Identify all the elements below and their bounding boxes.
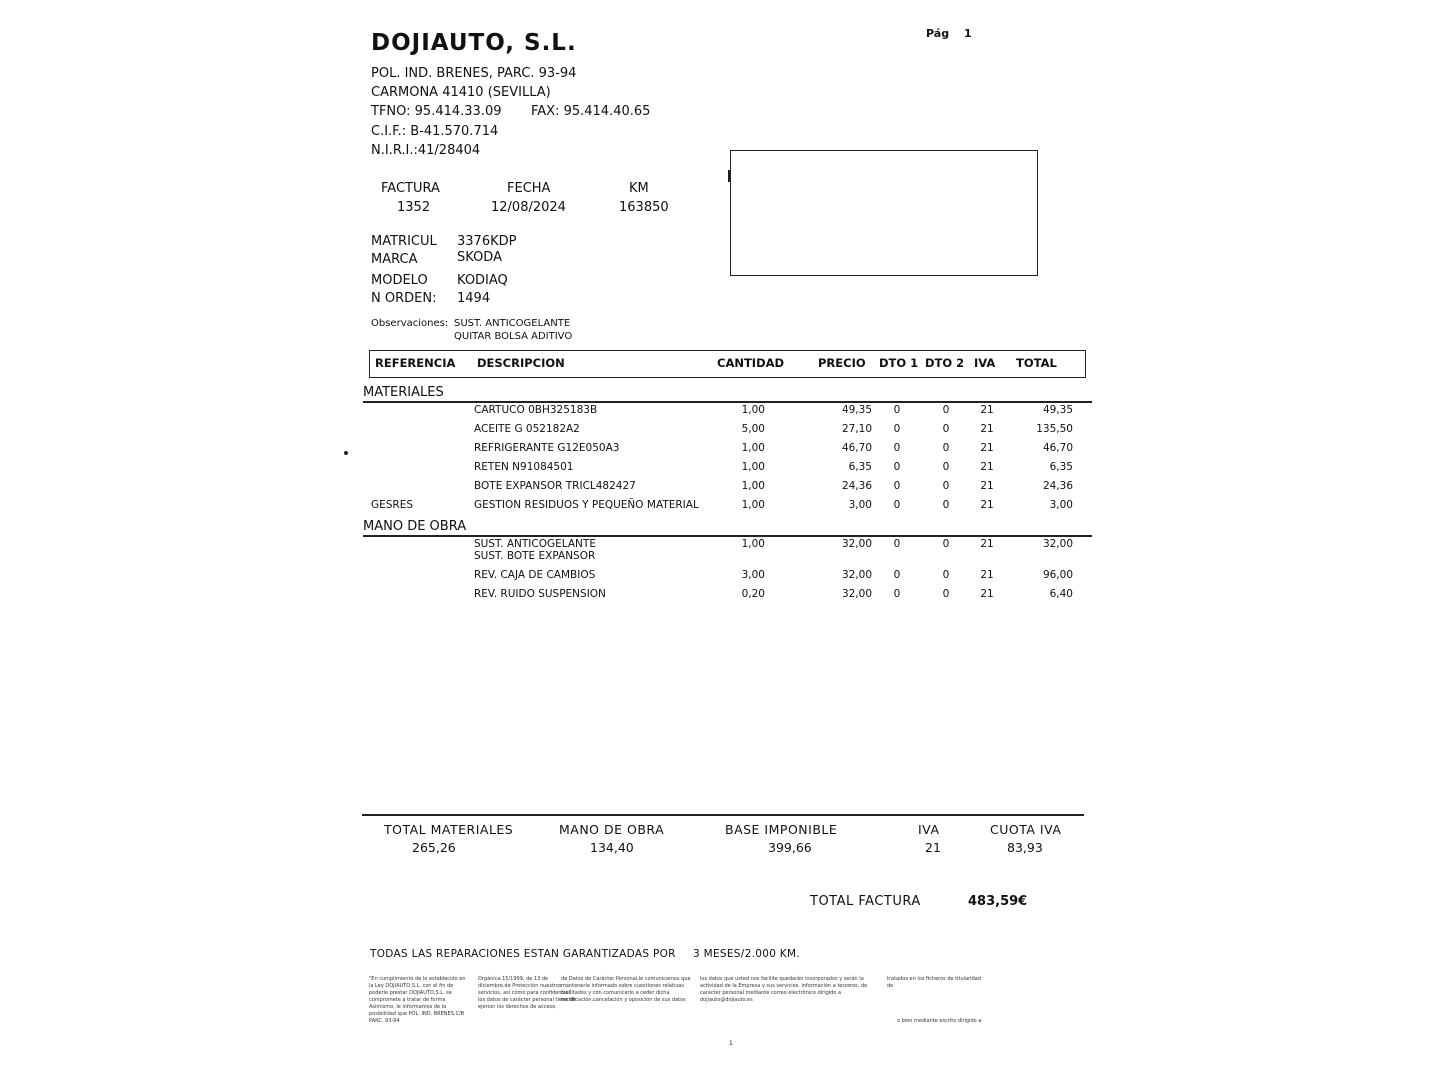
matricula-label: MATRICUL [371,234,437,249]
modelo-label: MODELO [371,273,428,288]
row-dto2: 0 [942,569,950,581]
observations-line: QUITAR BOLSA ADITIVO [454,331,573,342]
company-address-line1: POL. IND. BRENES, PARC. 93-94 [371,66,577,81]
row-descripcion: SUST. ANTICOGELANTE [474,538,596,550]
row-descripcion: REV. RUIDO SUSPENSION [474,588,606,600]
company-cif: C.I.F.: B-41.570.714 [371,124,499,139]
row-dto1: 0 [893,423,901,435]
base-imponible-value: 399,66 [768,840,812,855]
col-referencia: REFERENCIA [375,356,456,370]
row-iva: 21 [980,423,994,435]
client-address-box [730,150,1038,276]
col-descripcion: DESCRIPCION [477,356,565,370]
legal-text: "En cumplimiento de lo establecido en la Ley DOJIAUTO,S.L. con el fin de poderle prestar DOJIAUTO,S.L. se compromete a tratar de forma Asimismo, le informamos de la posibilidad que POL. IND. BRENES,C/B PARC. 93-94 [369,976,466,1024]
legal-text: de Datos de Carácter Personal,le comunicamos que mantenerle informado sobre cuestiones relativas facilitados y con comunicarlo a ceder dicha rectificación,cancelación y oposición de sus datos [561,976,691,1003]
row-iva: 21 [980,461,994,473]
col-dto2: DTO 2 [925,356,965,370]
scan-mark [344,451,348,455]
row-dto2: 0 [942,442,950,454]
row-iva: 21 [980,538,994,550]
col-dto1: DTO 1 [879,356,919,370]
row-dto1: 0 [893,442,901,454]
orden-label: N ORDEN: [371,291,437,306]
row-dto2: 0 [942,423,950,435]
company-phone: TFNO: 95.414.33.09 [371,104,502,119]
row-total: 6,35 [1049,461,1073,473]
row-precio: 46,70 [841,442,872,454]
summary-divider [362,814,1084,816]
mano-obra-value: 134,40 [590,840,634,855]
guarantee-text: TODAS LAS REPARACIONES ESTAN GARANTIZADAS POR [370,948,676,960]
factura-label: FACTURA [381,181,440,196]
row-dto1: 0 [893,588,901,600]
page-number: 1 [964,27,972,40]
row-cantidad: 1,00 [741,461,765,473]
fecha-label: FECHA [507,181,551,196]
row-descripcion: CARTUCO 0BH325183B [474,404,598,416]
col-iva: IVA [974,356,996,370]
base-imponible-label: BASE IMPONIBLE [725,822,838,837]
row-referencia: GESRES [371,499,414,511]
total-materiales-label: TOTAL MATERIALES [384,822,514,837]
row-dto1: 0 [893,404,901,416]
row-precio: 24,36 [841,480,872,492]
row-dto1: 0 [893,569,901,581]
row-dto2: 0 [942,480,950,492]
row-total: 32,00 [1042,538,1073,550]
row-precio: 32,00 [841,588,872,600]
company-fax: FAX: 95.414.40.65 [531,104,651,119]
matricula-value: 3376KDP [457,234,517,249]
row-total: 49,35 [1042,404,1073,416]
legal-text: tratados en los ficheros de titularidad de [887,976,981,989]
legal-text: los datos que usted nos facilite quedarán incorporados y serán la actividad de la Empresa y sus servicios. información a terceros. de carácter personal mediante correo electrónico dirigido a dojiauto@dojiauto.es [700,976,868,1003]
company-niri: N.I.R.I.:41/28404 [371,143,481,158]
row-cantidad: 1,00 [741,404,765,416]
section-divider [363,535,1092,537]
row-dto1: 0 [893,499,901,511]
row-cantidad: 1,00 [741,538,765,550]
row-dto2: 0 [942,404,950,416]
marca-value: SKODA [457,250,502,265]
modelo-value: KODIAQ [457,273,508,288]
fecha-value: 12/08/2024 [491,200,566,215]
guarantee-period: 3 MESES/2.000 KM. [693,948,800,960]
row-precio: 27,10 [841,423,872,435]
row-dto1: 0 [893,480,901,492]
row-dto1: 0 [893,538,901,550]
row-total: 96,00 [1042,569,1073,581]
company-address-line2: CARMONA 41410 (SEVILLA) [371,85,551,100]
row-cantidad: 5,00 [741,423,765,435]
company-name: DOJIAUTO, S.L. [371,30,577,56]
footer-mark: 1 [729,1040,733,1047]
row-descripcion: BOTE EXPANSOR TRICL482427 [474,480,636,492]
row-cantidad: 0,20 [741,588,765,600]
row-dto2: 0 [942,461,950,473]
row-descripcion: GESTION RESIDUOS Y PEQUEÑO MATERIAL [474,499,699,511]
row-descripcion: REV. CAJA DE CAMBIOS [474,569,596,581]
section-mano-obra: MANO DE OBRA [363,519,467,534]
row-cantidad: 1,00 [741,442,765,454]
row-iva: 21 [980,588,994,600]
orden-value: 1494 [457,291,491,306]
total-factura-label: TOTAL FACTURA [810,894,921,909]
marca-label: MARCA [371,252,418,267]
row-precio: 49,35 [841,404,872,416]
row-dto1: 0 [893,461,901,473]
col-cantidad: CANTIDAD [717,356,785,370]
row-iva: 21 [980,499,994,511]
row-total: 46,70 [1042,442,1073,454]
row-iva: 21 [980,404,994,416]
row-dto2: 0 [942,499,950,511]
row-total: 6,40 [1049,588,1073,600]
row-descripcion: RETEN N91084501 [474,461,574,473]
cuota-iva-value: 83,93 [1007,840,1043,855]
row-iva: 21 [980,442,994,454]
col-total: TOTAL [1016,356,1057,370]
section-materiales: MATERIALES [363,385,444,400]
row-precio: 32,00 [841,538,872,550]
row-descripcion-2: SUST. BOTE EXPANSOR [474,550,596,562]
iva-label: IVA [918,822,940,837]
km-value: 163850 [619,200,669,215]
legal-text: o bien mediante escrito dirigido a [897,1018,982,1024]
section-divider [363,401,1092,403]
row-descripcion: REFRIGERANTE G12E050A3 [474,442,620,454]
mano-obra-label: MANO DE OBRA [559,822,665,837]
row-total: 3,00 [1049,499,1073,511]
cuota-iva-label: CUOTA IVA [990,822,1062,837]
row-precio: 32,00 [841,569,872,581]
total-materiales-value: 265,26 [412,840,456,855]
row-cantidad: 3,00 [741,569,765,581]
row-cantidad: 1,00 [741,480,765,492]
km-label: KM [629,181,649,196]
col-precio: PRECIO [818,356,866,370]
page-label: Pág [926,27,950,40]
row-precio: 3,00 [848,499,872,511]
row-iva: 21 [980,569,994,581]
factura-value: 1352 [397,200,431,215]
total-factura-value: 483,59€ [968,894,1028,909]
row-iva: 21 [980,480,994,492]
iva-value: 21 [925,840,941,855]
row-cantidad: 1,00 [741,499,765,511]
observations-label: Observaciones: [371,318,449,329]
row-dto2: 0 [942,588,950,600]
legal-text: Orgánica 15/1999, de 13 de diciembre,de Protección nuestros servicios, así como para confidencial los datos de carácter personal tiene de ejercer los derechos de acceso, [478,976,576,1010]
row-total: 24,36 [1042,480,1073,492]
row-precio: 6,35 [848,461,872,473]
row-descripcion: ACEITE G 052182A2 [474,423,580,435]
row-total: 135,50 [1036,423,1073,435]
address-box-mark [728,170,730,182]
row-dto2: 0 [942,538,950,550]
observations-line: SUST. ANTICOGELANTE [454,318,571,329]
